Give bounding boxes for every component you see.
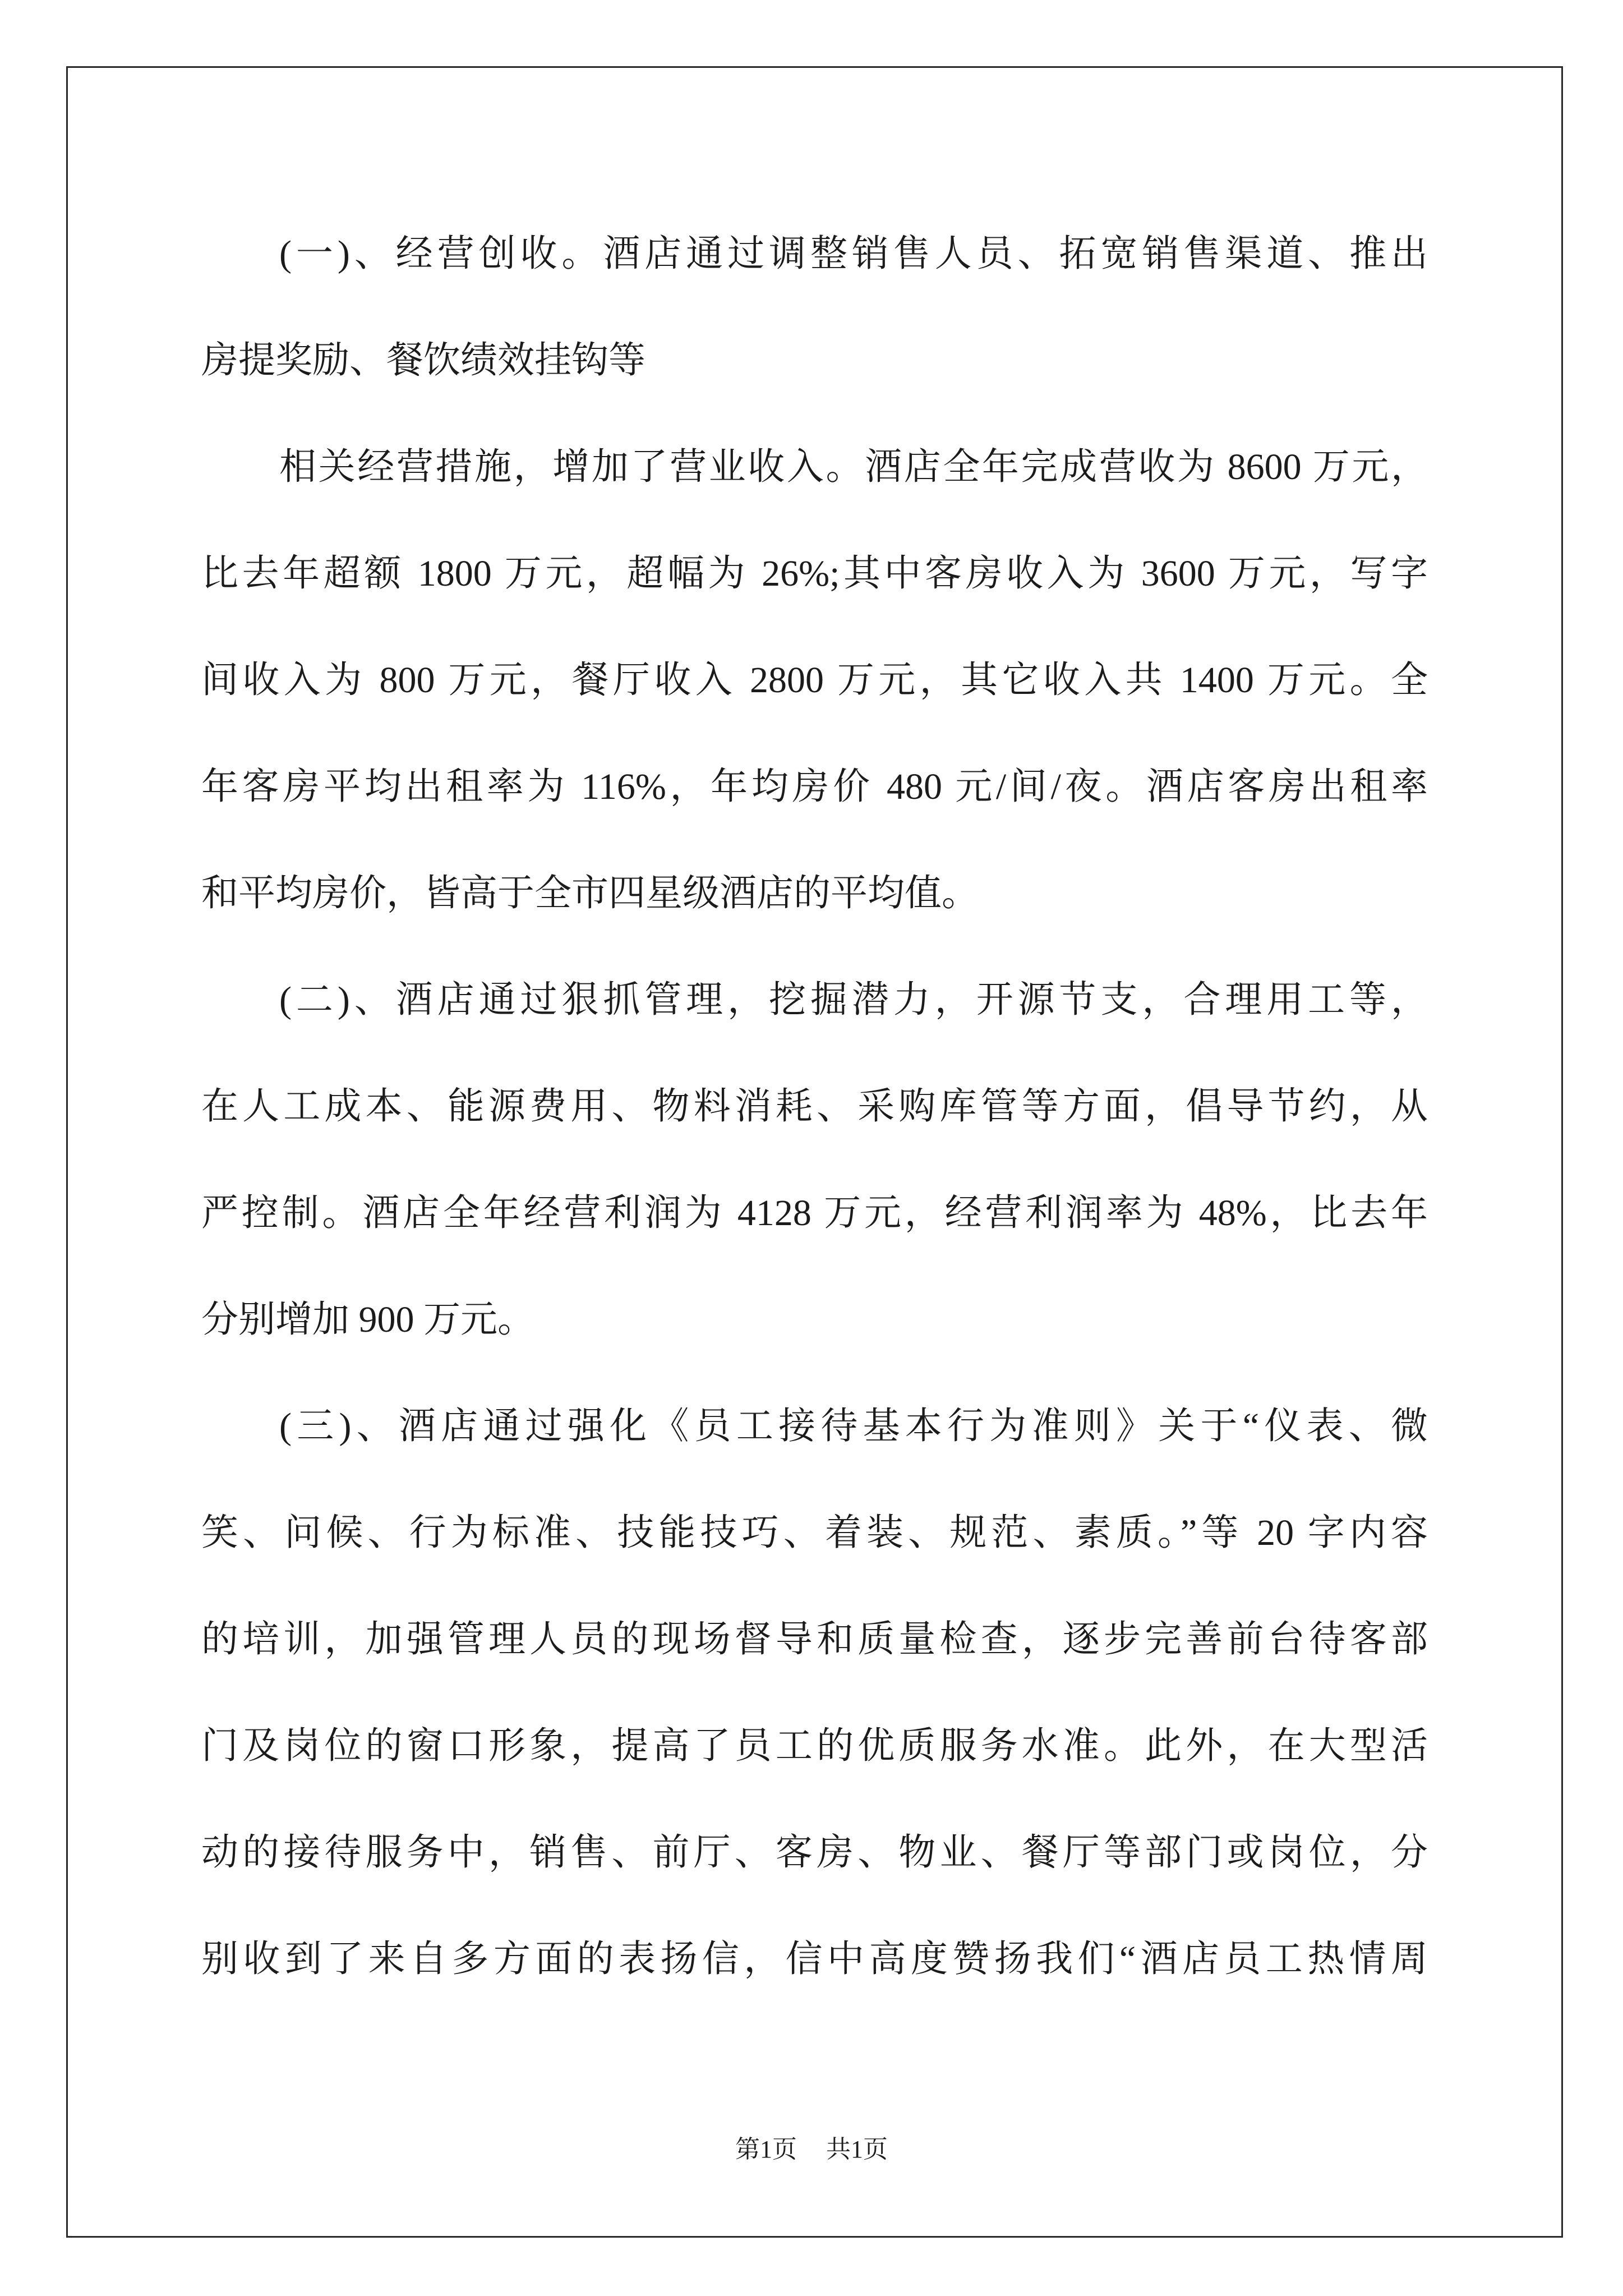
- paragraph-revenue-figures: [201, 414, 1428, 947]
- paragraph-operating-revenue: [201, 201, 1428, 414]
- page-footer: [0, 2133, 1623, 2166]
- paragraph-line: 严控制。酒店全年经营利润为 4128 万元，经营利润率为 48%，比去年: [201, 1193, 1428, 1234]
- paragraph-line: 比去年超额 1800 万元，超幅为 26%;其中客房收入为 3600 万元，写字: [201, 553, 1428, 594]
- paragraph-cost-control: [201, 947, 1428, 1373]
- paragraph-line: (三)、酒店通过强化《员工接待基本行为准则》关于“仪表、微: [279, 1406, 1428, 1447]
- paragraph-line: 房提奖励、餐饮绩效挂钩等: [201, 340, 645, 381]
- paragraph-line: 在人工成本、能源费用、物料消耗、采购库管等方面，倡导节约，从: [201, 1086, 1428, 1127]
- paragraph-line: 间收入为 800 万元，餐厅收入 2800 万元，其它收入共 1400 万元。全: [201, 660, 1428, 701]
- paragraph-line: 笑、问候、行为标准、技能技巧、着装、规范、素质。”等 20 字内容: [201, 1512, 1428, 1553]
- paragraph-line: 相关经营措施，增加了营业收入。酒店全年完成营收为 8600 万元，: [279, 447, 1428, 487]
- paragraph-line: (二)、酒店通过狠抓管理，挖掘潜力，开源节支，合理用工等，: [279, 979, 1428, 1020]
- paragraph-line: 年客房平均出租率为 116%，年均房价 480 元/间/夜。酒店客房出租率: [201, 766, 1428, 807]
- paragraph-line: 的培训，加强管理人员的现场督导和质量检查，逐步完善前台待客部: [201, 1619, 1428, 1660]
- paragraph-line: 门及岗位的窗口形象，提高了员工的优质服务水准。此外，在大型活: [201, 1726, 1428, 1766]
- paragraph-line: 和平均房价，皆高于全市四星级酒店的平均值。: [201, 873, 979, 914]
- paragraph-service-quality: [201, 1373, 1428, 2013]
- paragraph-line: 动的接待服务中，销售、前厅、客房、物业、餐厅等部门或岗位，分: [201, 1832, 1428, 1873]
- paragraph-line: (一)、经营创收。酒店通过调整销售人员、拓宽销售渠道、推出: [279, 233, 1428, 274]
- document-body: [201, 201, 1428, 2013]
- paragraph-line: 分别增加 900 万元。: [201, 1299, 534, 1340]
- page-number-current: 第1页: [735, 2136, 797, 2163]
- page-number-total: 共1页: [826, 2136, 888, 2163]
- paragraph-line: 别收到了来自多方面的表扬信，信中高度赞扬我们“酒店员工热情周: [201, 1939, 1428, 1980]
